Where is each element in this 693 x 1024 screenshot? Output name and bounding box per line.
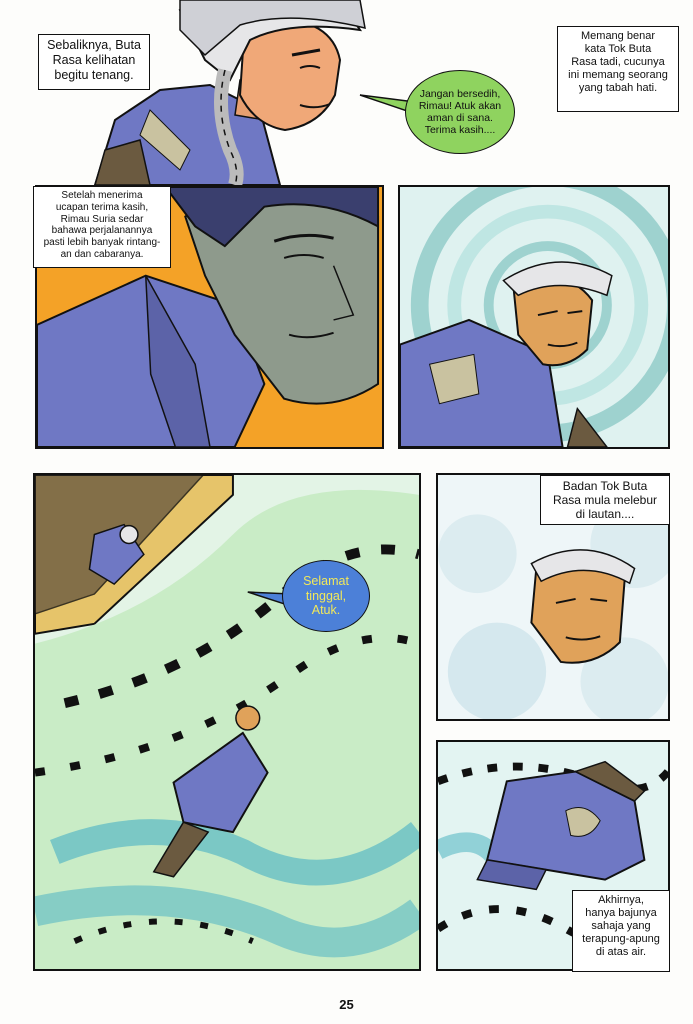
speech-bubble-panel-1: Jangan bersedih, Rimau! Atuk akan aman di sana. Terima kasih.... <box>405 70 515 154</box>
caption-panel-1-right: Memang benar kata Tok Buta Rasa tadi, cucunya ini memang seorang yang tabah hati. <box>557 26 679 112</box>
caption-panel-2: Setelah menerima ucapan terima kasih, Rimau Suria sedar bahawa perjalanannya pasti lebih banyak rintang- an dan cabaranya. <box>33 186 171 268</box>
panel-4-art <box>35 475 419 969</box>
caption-panel-6: Akhirnya, hanya bajunya sahaja yang terapung-apung di atas air. <box>572 890 670 972</box>
speech-bubble-panel-4: Selamat tinggal, Atuk. <box>282 560 370 632</box>
caption-panel-5: Badan Tok Buta Rasa mula melebur di lautan.... <box>540 475 670 525</box>
caption-panel-1-left: Sebaliknya, Buta Rasa kelihatan begitu tenang. <box>38 34 150 90</box>
panel-3 <box>398 185 670 449</box>
panel-3-art <box>400 187 668 447</box>
page-number: 25 <box>339 997 354 1012</box>
panel-4 <box>33 473 421 971</box>
